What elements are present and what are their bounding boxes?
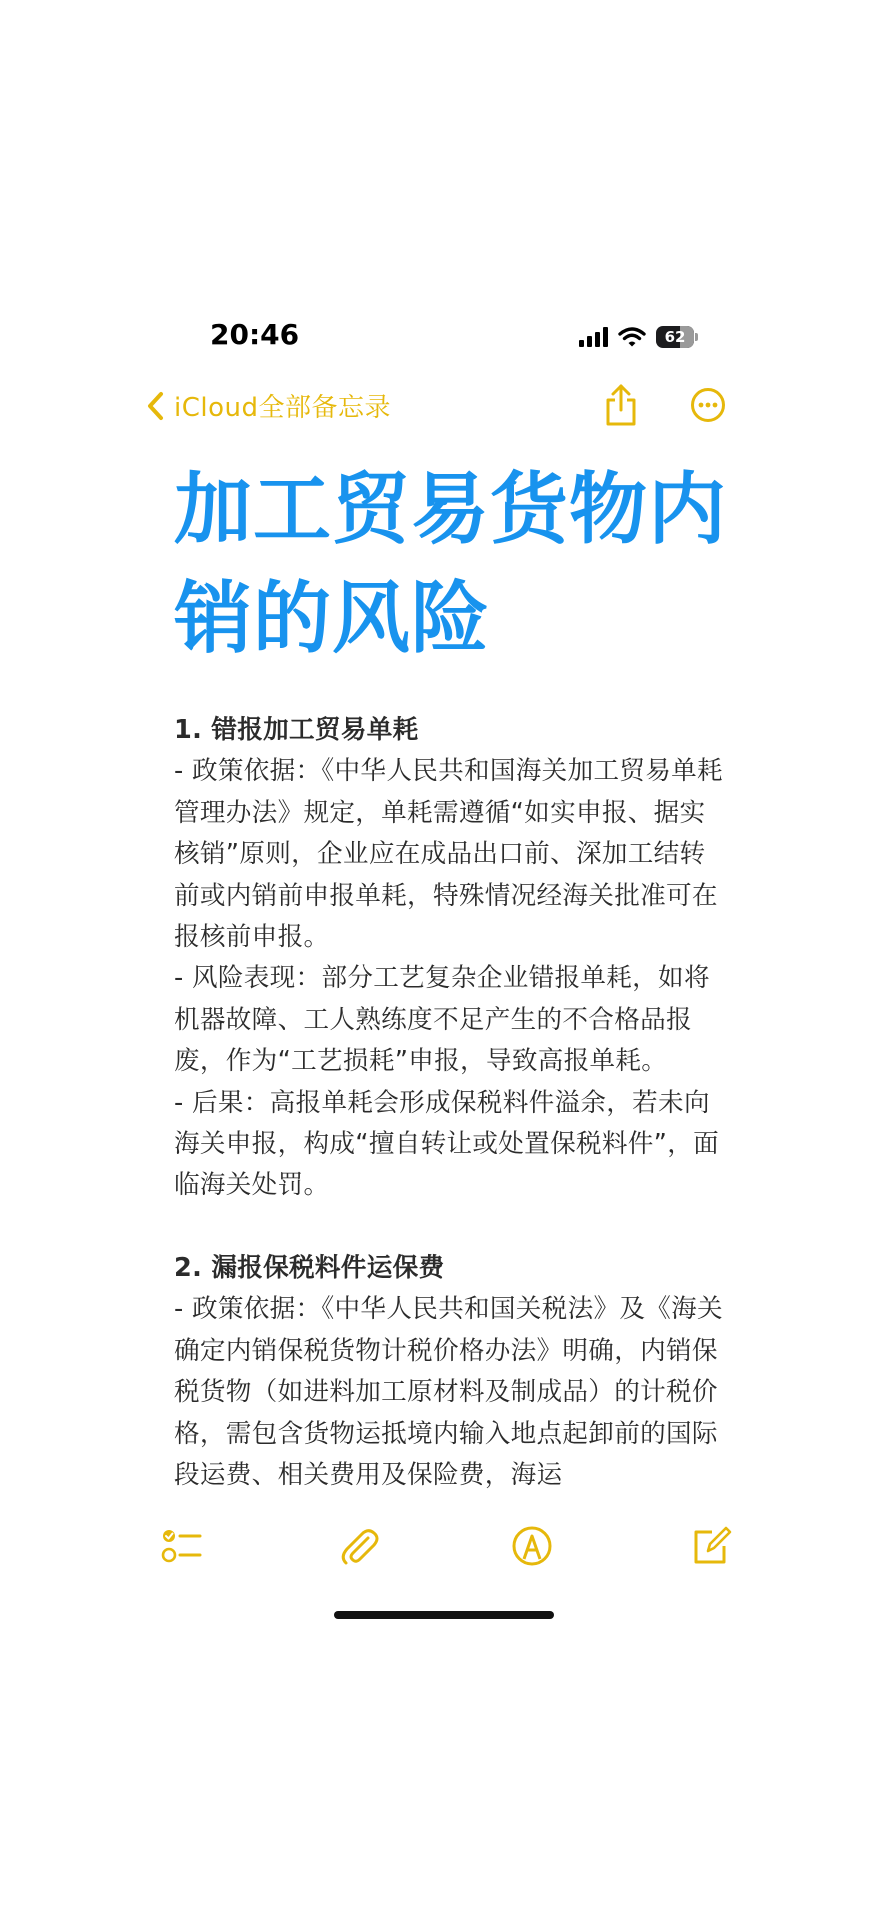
battery-icon — [656, 326, 698, 348]
note-section — [174, 710, 728, 1207]
compose-icon — [688, 1524, 732, 1568]
compose-button[interactable] — [688, 1524, 732, 1568]
home-indicator[interactable] — [334, 1611, 554, 1619]
back-button[interactable] — [146, 387, 391, 424]
attachment-icon — [337, 1524, 381, 1568]
bottom-toolbar — [0, 1518, 886, 1574]
more-button[interactable] — [690, 387, 726, 423]
more-icon — [690, 387, 726, 423]
share-button[interactable] — [603, 383, 639, 427]
note-paragraph: - 后果：高报单耗会形成保税料件溢余，若未向海关申报，构成“擅自转让或处置保税料件”，面临海关处罚。 — [174, 1087, 719, 1201]
section-heading: 1. 错报加工贸易单耗 — [174, 715, 419, 745]
note-paragraph: - 风险表现：部分工艺复杂企业错报单耗，如将机器故障、工人熟练度不足产生的不合格品报废，作为“工艺损耗”申报，导致高报单耗。 — [174, 963, 710, 1077]
status-bar — [0, 312, 886, 362]
checklist-icon — [160, 1524, 204, 1568]
back-label: iCloud全部备忘录 — [174, 393, 391, 423]
nav-bar — [0, 383, 886, 433]
markup-icon — [510, 1524, 554, 1568]
battery-percent: 62 — [664, 328, 686, 346]
note-paragraph: - 政策依据：《中华人民共和国关税法》及《海关确定内销保税货物计税价格办法》明确，内销保税货物（如进料加工原材料及制成品）的计税价格，需包含货物运抵境内输入地点起卸前的国际段运费、相关费用及保险费，海运 — [174, 1294, 723, 1490]
note-paragraph: - 政策依据：《中华人民共和国海关加工贸易单耗管理办法》规定，单耗需遵循“如实申报、据实核销”原则，企业应在成品出口前、深加工结转前或内销前申报单耗，特殊情况经海关批准可在报核前申报。 — [174, 756, 723, 953]
cellular-signal-icon — [578, 327, 608, 347]
note-section — [174, 1248, 728, 1496]
section-heading: 2. 漏报保税料件运保费 — [174, 1252, 445, 1283]
attachment-button[interactable] — [337, 1524, 381, 1568]
checklist-button[interactable] — [160, 1524, 204, 1568]
status-time: 20:46 — [210, 318, 300, 351]
wifi-icon — [618, 327, 646, 347]
section-spacer — [174, 1207, 728, 1248]
chevron-left-icon — [146, 391, 164, 421]
note-title[interactable]: 加工贸易货物内销的风险 — [174, 465, 728, 664]
status-icons — [578, 322, 698, 352]
note-body[interactable] — [174, 710, 728, 1505]
share-icon — [603, 383, 639, 427]
markup-button[interactable] — [510, 1524, 554, 1568]
